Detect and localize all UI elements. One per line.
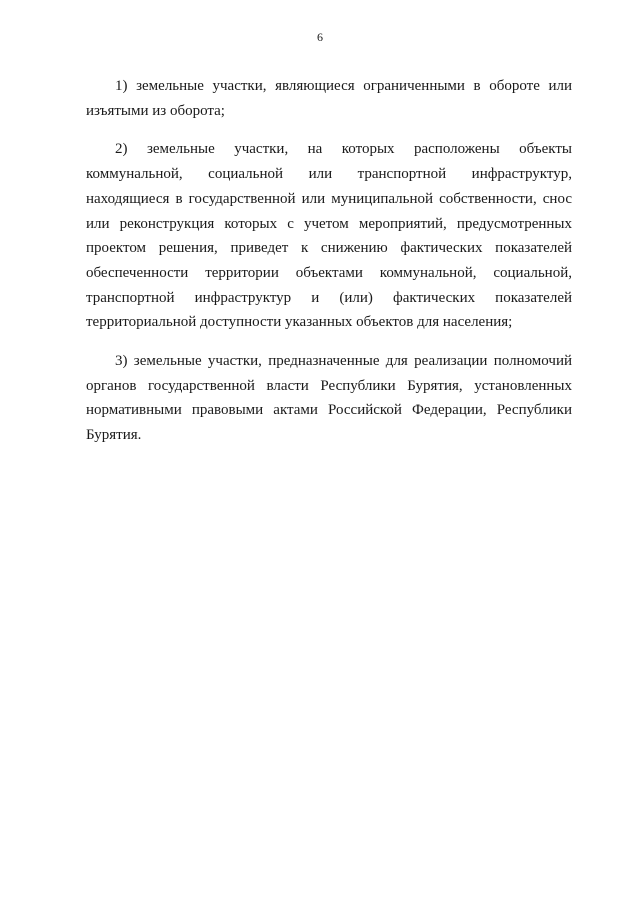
text-line: проектом решения, приведет к снижению фактических показателей — [86, 240, 572, 257]
list-item-1 — [86, 74, 572, 123]
list-item-2 — [86, 137, 572, 335]
text-line: территориальной доступности указанных объектов для населения; — [86, 314, 513, 331]
text-line: обеспеченности территории объектами коммунальной, социальной, — [86, 264, 572, 281]
text-line: органов государственной власти Республики Бурятия, установленных — [86, 377, 572, 394]
text-line: коммунальной, социальной или транспортной инфраструктур, — [86, 166, 572, 183]
text-line: или реконструкция которых с учетом мероприятий, предусмотренных — [86, 215, 572, 232]
list-item-3 — [86, 349, 572, 448]
text-line: изъятыми из оборота; — [86, 102, 225, 119]
text-line: 3) земельные участки, предназначенные для реализации полномочий — [115, 353, 572, 370]
text-line: транспортной инфраструктур и (или) фактических показателей — [86, 289, 572, 306]
page-number: 6 — [317, 30, 323, 44]
text-line: находящиеся в государственной или муниципальной собственности, снос — [86, 190, 572, 207]
text-line: 2) земельные участки, на которых расположены объекты — [115, 141, 572, 158]
text-line: 1) земельные участки, являющиеся ограниченными в обороте или — [115, 78, 572, 94]
text-line: Бурятия. — [86, 427, 142, 444]
text-line: нормативными правовыми актами Российской Федерации, Республики — [86, 402, 572, 419]
document-body — [86, 74, 572, 462]
